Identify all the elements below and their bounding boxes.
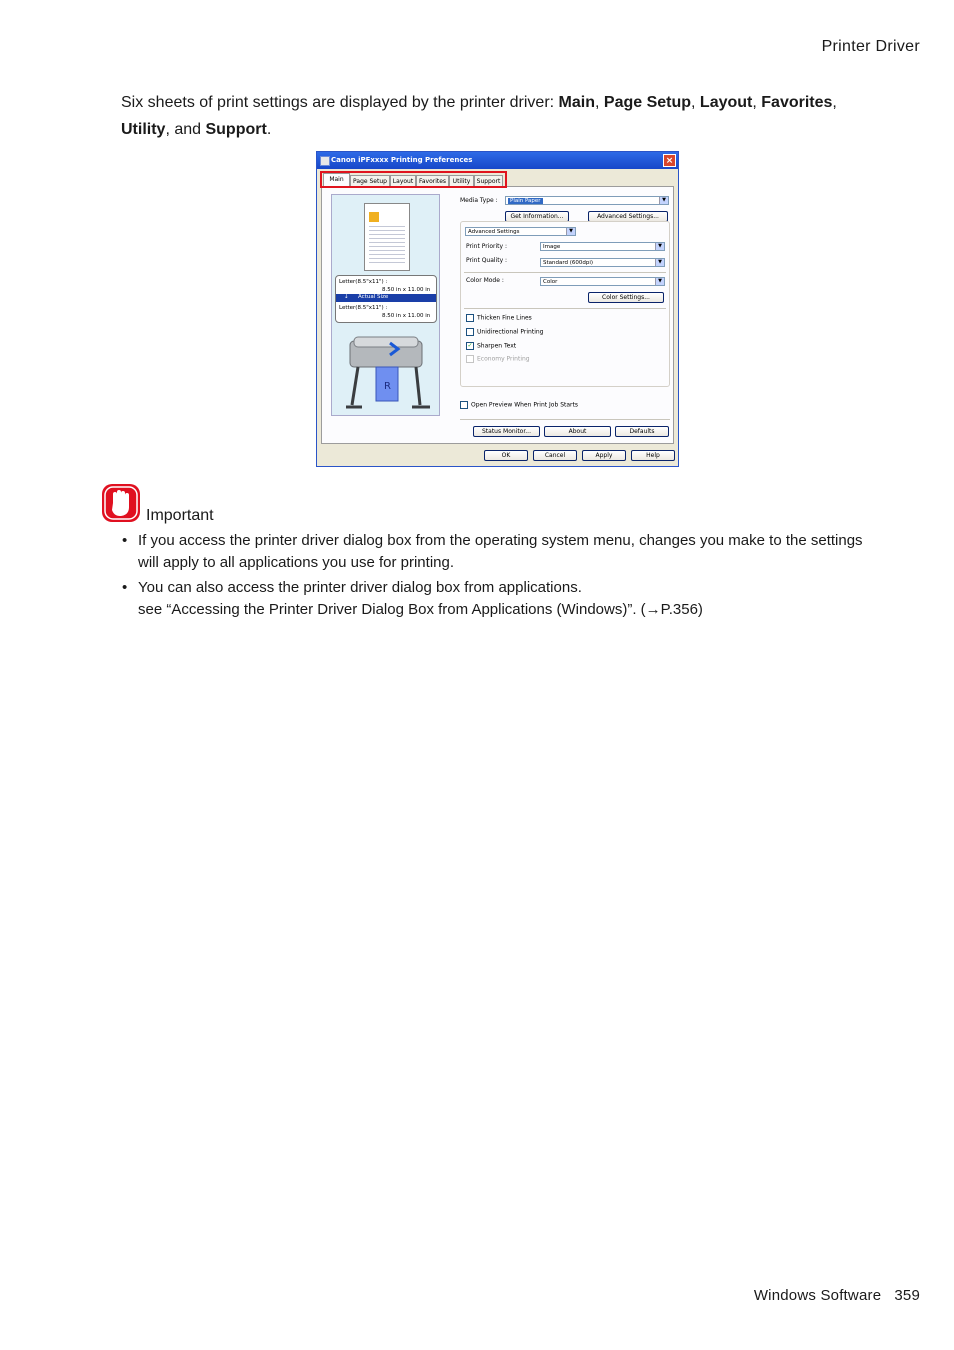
settings-preview	[331, 194, 440, 416]
color-settings-button[interactable]: Color Settings...	[588, 292, 664, 303]
tab-page-setup[interactable]: Page Setup	[350, 175, 390, 187]
list-item: • You can also access the printer driver dialog box from applications. see “Accessing the Printer Driver Dialog Box from Applications (Windows)”. (→P.356)	[121, 577, 881, 621]
economy-printing-checkbox: Economy Printing	[466, 355, 530, 364]
media-type-label: Media Type :	[460, 197, 498, 204]
separator	[464, 308, 666, 309]
main-tab-panel	[321, 186, 674, 444]
intro-tab-utility: Utility	[121, 121, 166, 138]
print-quality-label: Print Quality :	[466, 257, 508, 264]
tab-main[interactable]: Main	[323, 173, 350, 187]
print-priority-label: Print Priority :	[466, 243, 507, 250]
dropdown-arrow-icon: ▼	[655, 243, 664, 250]
about-button[interactable]: About	[544, 426, 611, 437]
ok-button[interactable]: OK	[484, 450, 528, 461]
important-list	[121, 530, 881, 624]
help-button[interactable]: Help	[631, 450, 675, 461]
color-mode-select[interactable]: Color ▼	[540, 277, 665, 286]
list-item: • If you access the printer driver dialog box from the operating system menu, changes you make to the settings will apply to all applications you use for printing.	[121, 530, 881, 574]
important-title: Important	[146, 507, 214, 524]
intro-paragraph: Six sheets of print settings are displayed by the printer driver: Main, Page Setup, Layout, Favorites, Utility, and Support.	[121, 94, 837, 138]
paper-size-info	[335, 275, 437, 323]
tab-layout[interactable]: Layout	[390, 175, 416, 187]
open-preview-checkbox[interactable]: Open Preview When Print Job Starts	[460, 401, 578, 410]
page-number: 359	[894, 1287, 920, 1304]
checkbox-icon	[460, 401, 468, 409]
dropdown-arrow-icon: ▼	[659, 197, 668, 204]
footer-section: Windows Software	[753, 1287, 882, 1304]
sharpen-text-checkbox[interactable]: ✓ Sharpen Text	[467, 342, 517, 350]
intro-tab-support: Support	[205, 121, 267, 138]
print-mode-row	[336, 294, 436, 302]
unidirectional-printing-checkbox[interactable]: Unidirectional Printing	[466, 328, 544, 337]
color-mode-label: Color Mode :	[466, 277, 504, 284]
printing-preferences-dialog	[316, 151, 679, 467]
intro-tab-layout: Layout	[699, 94, 753, 111]
intro-tab-favorites: Favorites	[761, 94, 833, 111]
tab-support[interactable]: Support	[474, 175, 503, 187]
thicken-fine-lines-checkbox[interactable]: Thicken Fine Lines	[466, 314, 532, 323]
tab-utility[interactable]: Utility	[449, 175, 474, 187]
cancel-button[interactable]: Cancel	[533, 450, 577, 461]
settings-mode-select[interactable]: Advanced Settings ▼	[465, 227, 576, 236]
page-preview	[364, 203, 410, 271]
status-monitor-button[interactable]: Status Monitor...	[473, 426, 540, 437]
separator	[460, 419, 670, 420]
print-mode: Actual Size	[358, 294, 389, 300]
page-footer	[754, 1287, 920, 1304]
checkbox-icon	[466, 314, 474, 322]
separator	[464, 272, 666, 273]
advanced-settings-button[interactable]: Advanced Settings...	[588, 211, 668, 222]
window-icon	[320, 156, 330, 166]
dropdown-arrow-icon: ▼	[566, 228, 575, 235]
print-priority-select[interactable]: Image ▼	[540, 242, 665, 251]
svg-text:R: R	[384, 381, 391, 392]
dialog-titlebar	[317, 152, 678, 169]
checkbox-icon	[466, 328, 474, 336]
print-quality-select[interactable]: Standard (600dpi) ▼	[540, 258, 665, 267]
image-thumbnail	[369, 212, 379, 222]
close-icon[interactable]: ×	[663, 154, 676, 167]
arrow-down-icon: ↓	[344, 294, 349, 300]
get-information-button[interactable]: Get Information...	[505, 211, 569, 222]
tab-favorites[interactable]: Favorites	[416, 175, 449, 187]
dialog-title: Canon iPFxxxx Printing Preferences	[331, 156, 473, 164]
tabs-highlight-frame	[320, 171, 507, 188]
output-size-value: 8.50 in x 11.00 in	[382, 313, 431, 319]
original-size-label: Letter(8.5"x11") :	[339, 279, 388, 285]
cross-reference[interactable]: see “Accessing the Printer Driver Dialog Box from Applications (Windows)”. (→P.356)	[138, 601, 703, 618]
printer-icon	[344, 331, 434, 413]
original-size-value: 8.50 in x 11.00 in	[382, 287, 431, 293]
checkmark-icon: ✓	[467, 342, 473, 349]
intro-tab-page-setup: Page Setup	[603, 94, 692, 111]
apply-button[interactable]: Apply	[582, 450, 626, 461]
checkbox-icon	[466, 355, 474, 363]
intro-tab-main: Main	[558, 94, 595, 111]
defaults-button[interactable]: Defaults	[615, 426, 669, 437]
dropdown-arrow-icon: ▼	[655, 278, 664, 285]
important-hand-icon	[101, 483, 141, 523]
dropdown-arrow-icon: ▼	[655, 259, 664, 266]
output-size-label: Letter(8.5"x11") :	[339, 305, 388, 311]
running-header: Printer Driver	[821, 38, 920, 55]
media-type-select[interactable]: Plain Paper ▼	[505, 196, 669, 205]
